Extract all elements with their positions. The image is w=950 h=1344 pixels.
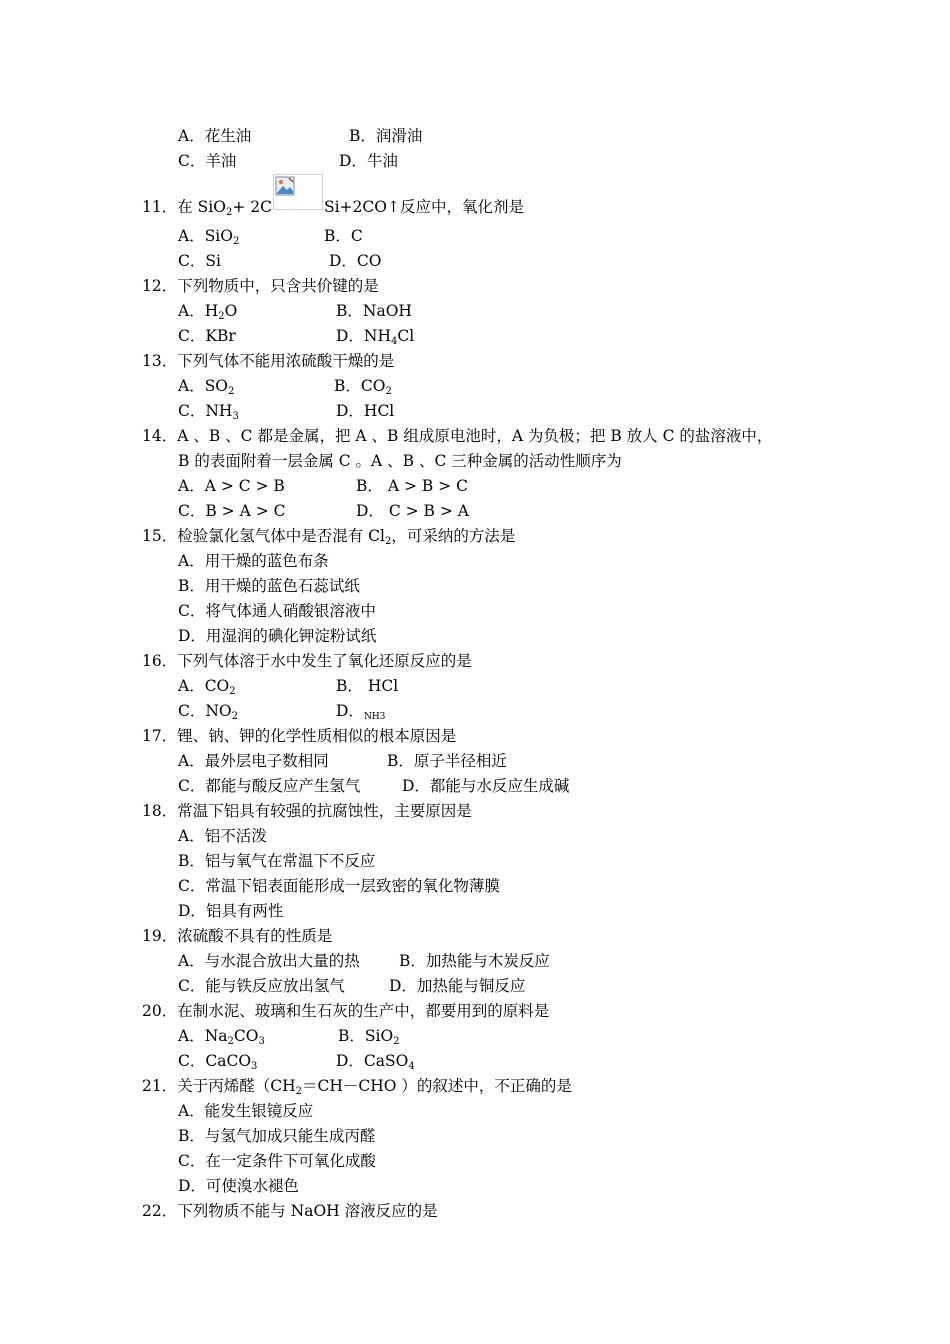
q15-option-b: B．用干燥的蓝色石蕊试纸 (178, 577, 360, 595)
q17-option-d: D．都能与水反应生成碱 (402, 777, 570, 795)
q13-option-d: D．HCl (336, 402, 395, 420)
q11-option-a: A．SiO$_2$ (178, 227, 240, 247)
q10-option-b: B．润滑油 (349, 127, 423, 145)
q13-option-a: A．$SO_2$ (178, 377, 235, 397)
q21-stem: 21．关于丙烯醛（$CH_2=CH-CHO$ ）的叙述中，不正确的是 (142, 1077, 572, 1097)
q21-option-d: D．可使溴水褪色 (178, 1177, 299, 1195)
q19-stem: 19．浓硫酸不具有的性质是 (142, 927, 333, 945)
q12-option-c: C．KBr (178, 327, 236, 345)
q21-option-b: B．与氢气加成只能生成丙醛 (178, 1127, 376, 1145)
q12-option-a: A．$H_2O$ (178, 302, 238, 322)
q22-stem: 22．下列物质不能与 NaOH 溶液反应的是 (142, 1202, 438, 1220)
q12-stem: 12．下列物质中，只含共价键的是 (142, 277, 379, 295)
q20-option-a: A．$Na_2CO_3$ (178, 1027, 265, 1047)
q14-stem-line-2: B 的表面附着一层金属 C 。A 、B 、C 三种金属的活动性顺序为 (178, 452, 622, 470)
q11-text-pre: 在 SiO (177, 198, 226, 216)
broken-image-icon (275, 176, 295, 196)
q18-option-d: D．铝具有两性 (178, 902, 284, 920)
q15-option-c: C．将气体通人硝酸银溶液中 (178, 602, 376, 620)
q10-option-d: D．牛油 (339, 152, 398, 170)
q11-stem (142, 174, 524, 226)
q15-option-d: D．用湿润的碘化钾淀粉试纸 (178, 627, 377, 645)
q18-option-c: C．常温下铝表面能形成一层致密的氧化物薄膜 (178, 877, 500, 895)
q11-number: 11． (142, 198, 178, 216)
q20-option-b: B．SiO$_2$ (338, 1027, 400, 1047)
broken-image-placeholder (273, 174, 323, 210)
q19-option-b: B．加热能与木炭反应 (399, 952, 550, 970)
q17-option-a: A．最外层电子数相同 (178, 752, 329, 770)
q18-option-b: B．铝与氧气在常温下不反应 (178, 852, 376, 870)
q19-option-a: A．与水混合放出大量的热 (178, 952, 360, 970)
q16-stem: 16．下列气体溶于水中发生了氧化还原反应的是 (142, 652, 472, 670)
q21-option-a: A．能发生银镜反应 (178, 1102, 314, 1120)
q10-option-c: C．羊油 (178, 152, 237, 170)
q17-stem: 17．锂、钠、钾的化学性质相似的根本原因是 (142, 727, 457, 745)
q20-option-d: D．CaSO$_4$ (336, 1052, 415, 1072)
q12-option-d: D．$NH_4Cl$ (336, 327, 415, 347)
q14-stem-line-1: 14．A 、B 、C 都是金属，把 A 、B 组成原电池时，A 为负极；把 B 放人 C 的盐溶液中， (142, 427, 773, 445)
q11-option-b: B．C (324, 227, 363, 245)
q16-option-c: C．$NO_2$ (178, 702, 239, 722)
q19-option-c: C．能与铁反应放出氢气 (178, 977, 345, 995)
q19-option-d: D．加热能与铜反应 (389, 977, 526, 995)
q10-option-a: A．花生油 (178, 127, 252, 145)
q15-stem: 15．检验氯化氢气体中是否混有 $Cl_2$，可采纳的方法是 (142, 527, 516, 547)
q17-option-b: B．原子半径相近 (387, 752, 507, 770)
q11-text-post: Si+2CO↑反应中，氧化剂是 (323, 198, 524, 216)
q11-option-c: C．Si (178, 252, 221, 270)
q14-option-b: B． A > B > C (356, 477, 468, 495)
q21-option-c: C．在一定条件下可氧化成酸 (178, 1152, 376, 1170)
q16-option-b: B． HCl (336, 677, 399, 695)
q11-text-mid: + 2C (232, 198, 272, 216)
q16-option-d: D．NH3 (336, 702, 386, 722)
q11-option-d: D．CO (329, 252, 382, 270)
q13-option-b: B．$CO_2$ (334, 377, 392, 397)
q12-option-b: B．NaOH (336, 302, 412, 320)
q13-option-c: C．$NH_3$ (178, 402, 239, 422)
q14-option-d: D． C > B > A (356, 502, 469, 520)
q15-option-a: A．用干燥的蓝色布条 (178, 552, 329, 570)
q14-option-c: C．B > A > C (178, 502, 286, 520)
q18-option-a: A．铝不活泼 (178, 827, 267, 845)
q14-option-a: A．A > C > B (178, 477, 285, 495)
q20-stem: 20．在制水泥、玻璃和生石灰的生产中，都要用到的原料是 (142, 1002, 550, 1020)
q18-stem: 18．常温下铝具有较强的抗腐蚀性，主要原因是 (142, 802, 472, 820)
q16-option-a: A．$CO_2$ (178, 677, 236, 697)
q13-stem: 13．下列气体不能用浓硫酸干燥的是 (142, 352, 395, 370)
q20-option-c: C．CaCO$_3$ (178, 1052, 258, 1072)
q11-sub: 2 (225, 207, 233, 218)
q17-option-c: C．都能与酸反应产生氢气 (178, 777, 361, 795)
